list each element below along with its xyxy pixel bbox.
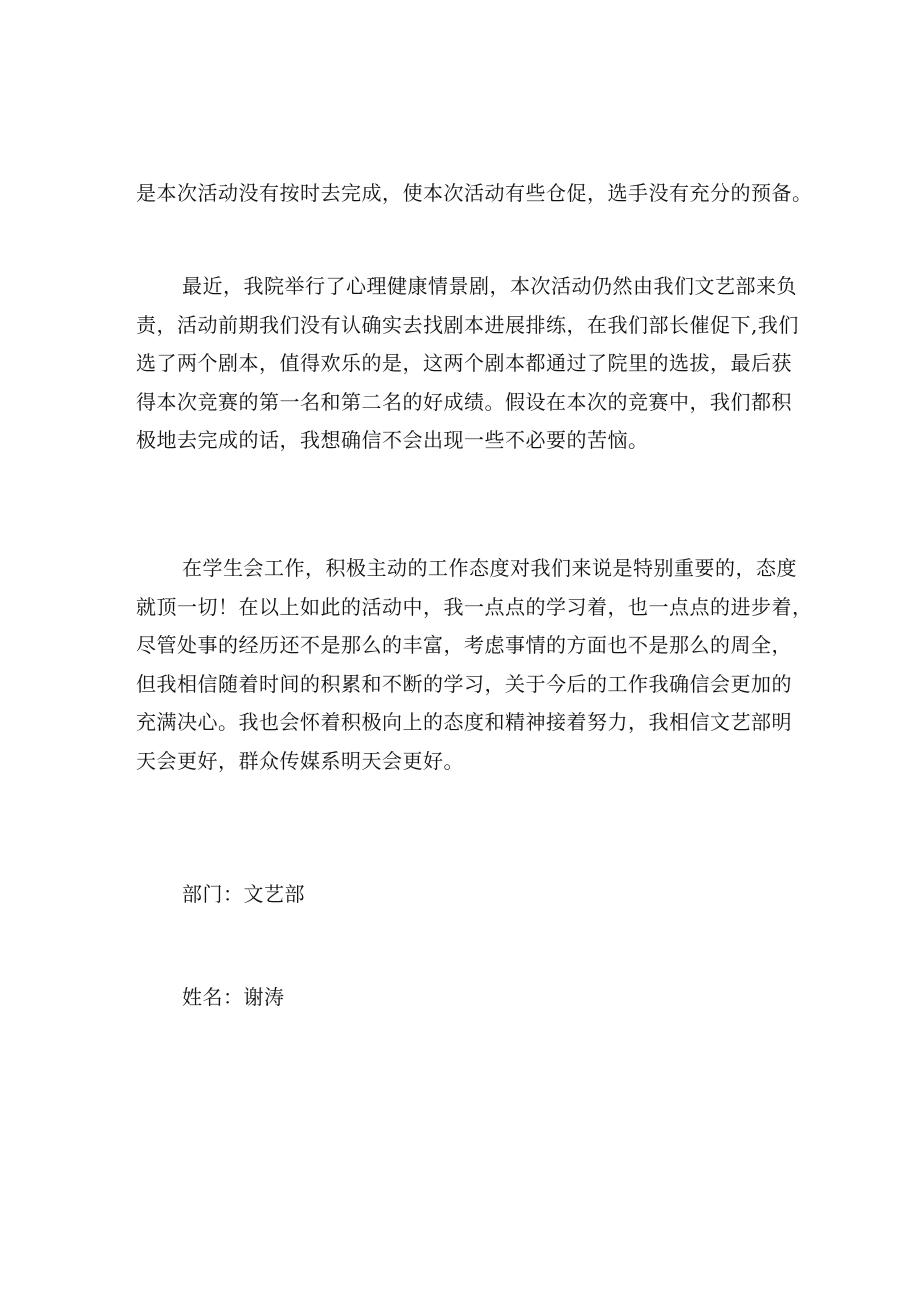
paragraph-line: 是本次活动没有按时去完成，使本次活动有些仓促，选手没有充分的预备。 [136, 181, 813, 205]
department-line: 部门：文艺部 [182, 882, 305, 906]
paragraph-line: 责，活动前期我们没有认确实去找剧本进展排练，在我们部长催促下,我们 [136, 312, 799, 337]
paragraph-line: 最近，我院举行了心理健康情景剧，本次活动仍然由我们文艺部来负 [182, 274, 797, 298]
paragraph-line: 但我相信随着时间的积累和不断的学习，关于今后的工作我确信会更加的 [136, 671, 792, 696]
paragraph-line: 充满决心。我也会怀着积极向上的态度和精神接着努力，我相信文艺部明 [136, 710, 792, 734]
paragraph-line: 得本次竞赛的第一名和第二名的好成绩。假设在本次的竞赛中，我们都积 [136, 389, 792, 414]
paragraph-line: 选了两个剧本，值得欢乐的是，这两个剧本都通过了院里的选拔，最后获 [136, 351, 792, 375]
paragraph-line: 就顶一切！在以上如此的活动中，我一点点的学习着，也一点点的进步着， [136, 594, 813, 619]
paragraph-line: 尽管处事的经历还不是那么的丰富，考虑事情的方面也不是那么的周全， [136, 633, 792, 657]
paragraph-line: 极地去完成的话，我想确信不会出现一些不必要的苦恼。 [136, 428, 649, 452]
paragraph-line: 在学生会工作，积极主动的工作态度对我们来说是特别重要的，态度 [182, 556, 797, 580]
paragraph-continuation [136, 174, 813, 213]
paragraph-conclusion [136, 549, 813, 780]
paragraph-line: 天会更好，群众传媒系明天会更好。 [136, 748, 464, 773]
author-name-line: 姓名：谢涛 [182, 985, 285, 1009]
paragraph-activity [136, 267, 799, 460]
